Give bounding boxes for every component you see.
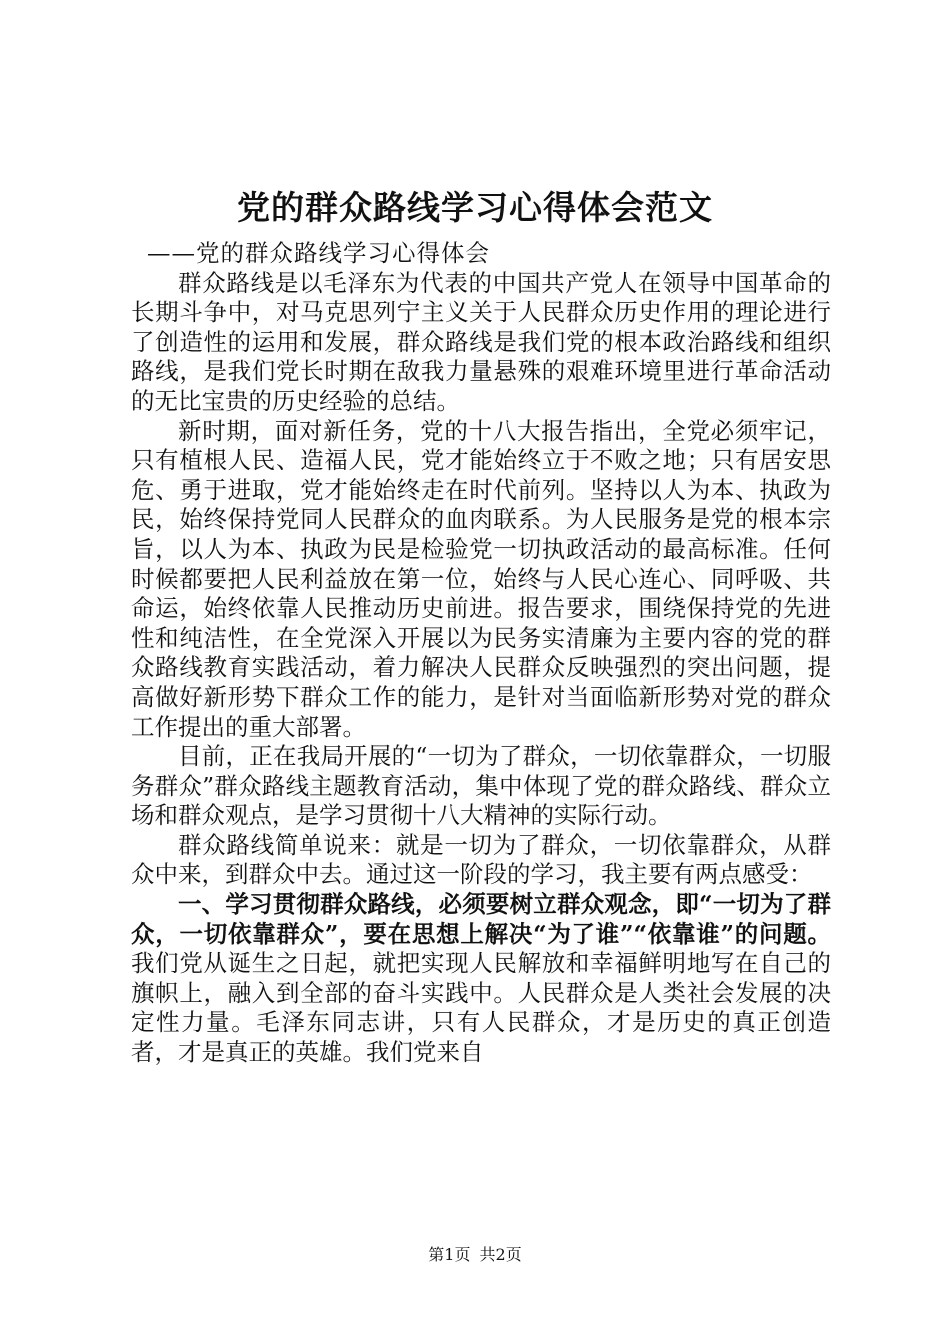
- document-subtitle: ——党的群众路线学习心得体会: [147, 239, 490, 267]
- document-body: [131, 239, 831, 1068]
- paragraph-4: 群众路线简单说来：就是一切为了群众，一切依靠群众，从群众中来，到群众中去。通过这一阶段的学习，我主要有两点感受：: [131, 830, 831, 889]
- paragraph-1: 群众路线是以毛泽东为代表的中国共产党人在领导中国革命的长期斗争中，对马克思列宁主义关于人民群众历史作用的理论进行了创造性的运用和发展，群众路线是我们党的根本政治路线和组织路线，是我们党长时期在敌我力量悬殊的艰难环境里进行革命活动的无比宝贵的历史经验的总结。: [131, 268, 831, 415]
- paragraph-2: 新时期，面对新任务，党的十八大报告指出，全党必须牢记，只有植根人民、造福人民，党才能始终立于不败之地；只有居安思危、勇于进取，党才能始终走在时代前列。坚持以人为本、执政为民，始终保持党同人民群众的血肉联系。为人民服务是党的根本宗旨，以人为本、执政为民是检验党一切执政活动的最高标准。任何时候都要把人民利益放在第一位，始终与人民心连心、同呼吸、共命运，始终依靠人民推动历史前进。报告要求，围绕保持党的先进性和纯洁性，在全党深入开展以为民务实清廉为主要内容的党的群众路线教育实践活动，着力解决人民群众反映强烈的突出问题，提高做好新形势下群众工作的能力，是针对当面临新形势对党的群众工作提出的重大部署。: [131, 416, 831, 741]
- page-number: 第1页: [428, 1245, 471, 1264]
- document-title: 党的群众路线学习心得体会范文: [237, 188, 713, 227]
- paragraph-5-bold-lead: 一、学习贯彻群众路线，必须要树立群众观念，即“一切为了群众，一切依靠群众”，要在思想上解决“为了谁”“依靠谁”的问题。: [131, 890, 831, 948]
- paragraph-5-text: 我们党从诞生之日起，就把实现人民解放和幸福鲜明地写在自己的旗帜上，融入到全部的奋斗实践中。人民群众是人类社会发展的决定性力量。毛泽东同志讲，只有人民群众，才是历史的真正创造者，才是真正的英雄。我们党来自: [131, 949, 831, 1067]
- paragraph-3: 目前，正在我局开展的“一切为了群众，一切依靠群众，一切服务群众”群众路线主题教育活动，集中体现了党的群众路线、群众立场和群众观点，是学习贯彻十八大精神的实际行动。: [131, 742, 831, 830]
- paragraph-5: [131, 890, 831, 1068]
- page-total: 共2页: [479, 1245, 522, 1264]
- page-footer: [0, 1245, 950, 1265]
